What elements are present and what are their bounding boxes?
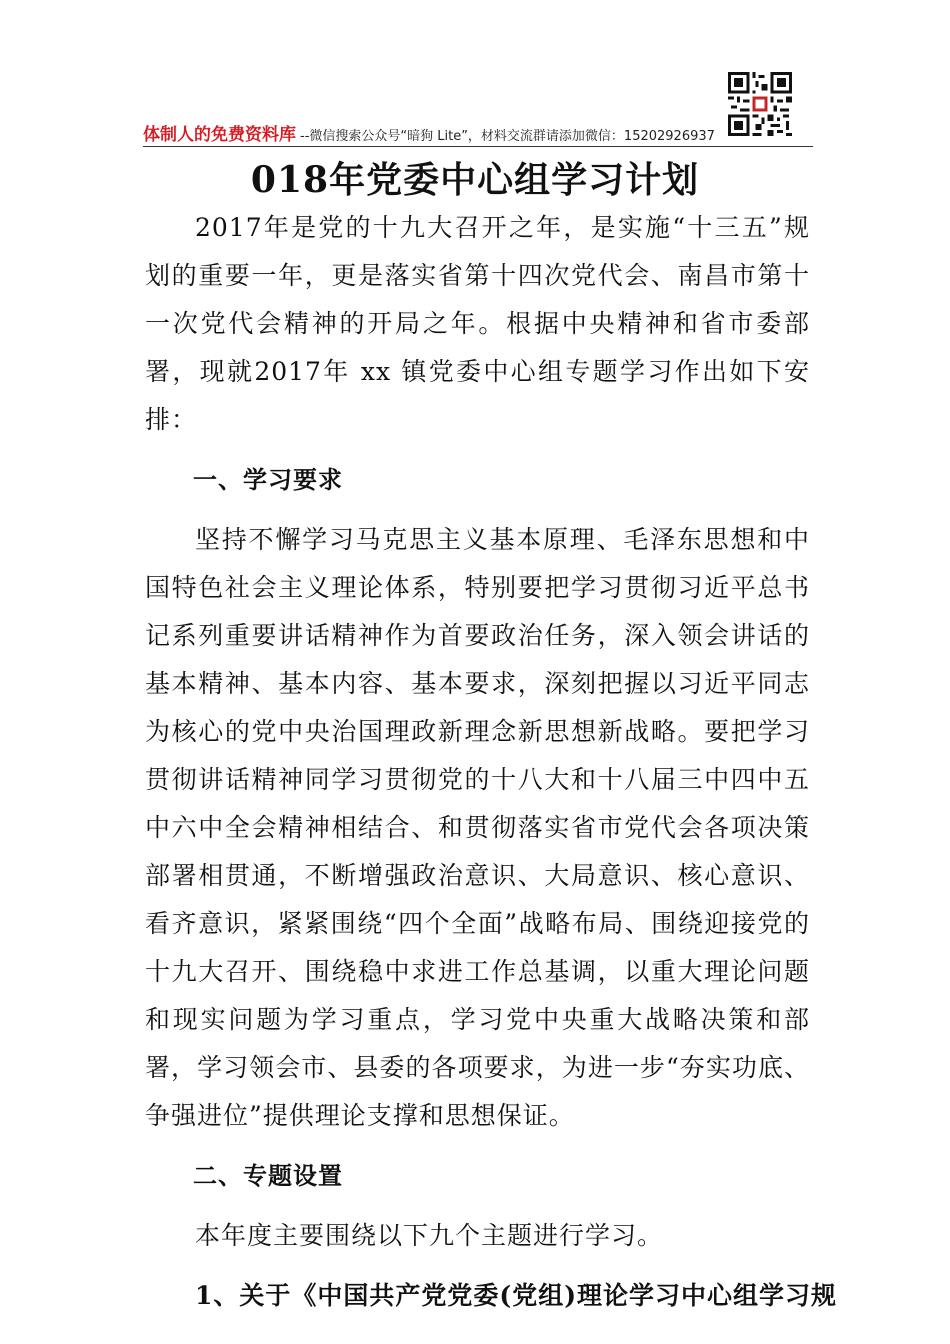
header-divider: [143, 146, 813, 147]
section-heading-requirements: 一、学习要求: [193, 466, 343, 494]
topics-intro-paragraph: 本年度主要围绕以下九个主题进行学习。: [195, 1221, 664, 1250]
page-header: [143, 120, 813, 144]
qr-code-icon: [728, 72, 792, 136]
section-heading-topics: 二、专题设置: [193, 1162, 343, 1190]
header-note: --微信搜索公众号“暗狗 Lite”，材料交流群请添加微信：15202926937: [300, 129, 715, 144]
topic-item-1: 1、关于《中国共产党党委(党组)理论学习中心组学习规: [195, 1281, 838, 1310]
header-brand: 体制人的免费资料库: [143, 125, 296, 145]
intro-paragraph: 2017年是党的十九大召开之年，是实施“十三五”规划的重要一年，更是落实省第十四次党代会、南昌市第十一次党代会精神的开局之年。根据中央精神和省市委部署，现就2017年 xx 镇党委中心组专题学习作出如下安排：: [145, 213, 810, 434]
requirements-paragraph: 坚持不懈学习马克思主义基本原理、毛泽东思想和中国特色社会主义理论体系，特别要把学习贯彻习近平总书记系列重要讲话精神作为首要政治任务，深入领会讲话的基本精神、基本内容、基本要求，深刻把握以习近平同志为核心的党中央治国理政新理念新思想新战略。要把学习贯彻讲话精神同学习贯彻党的十八大和十八届三中四中五中六中全会精神相结合、和贯彻落实省市党代会各项决策部署相贯通，不断增强政治意识、大局意识、核心意识、看齐意识，紧紧围绕“四个全面”战略布局、围绕迎接党的十九大召开、围绕稳中求进工作总基调，以重大理论问题和现实问题为学习重点，学习党中央重大战略决策和部署，学习领会市、县委的各项要求，为进一步“夯实功底、争强进位”提供理论支撑和思想保证。: [145, 525, 810, 1130]
document-body: [145, 204, 838, 1320]
document-title: 018年党委中心组学习计划: [250, 159, 700, 201]
